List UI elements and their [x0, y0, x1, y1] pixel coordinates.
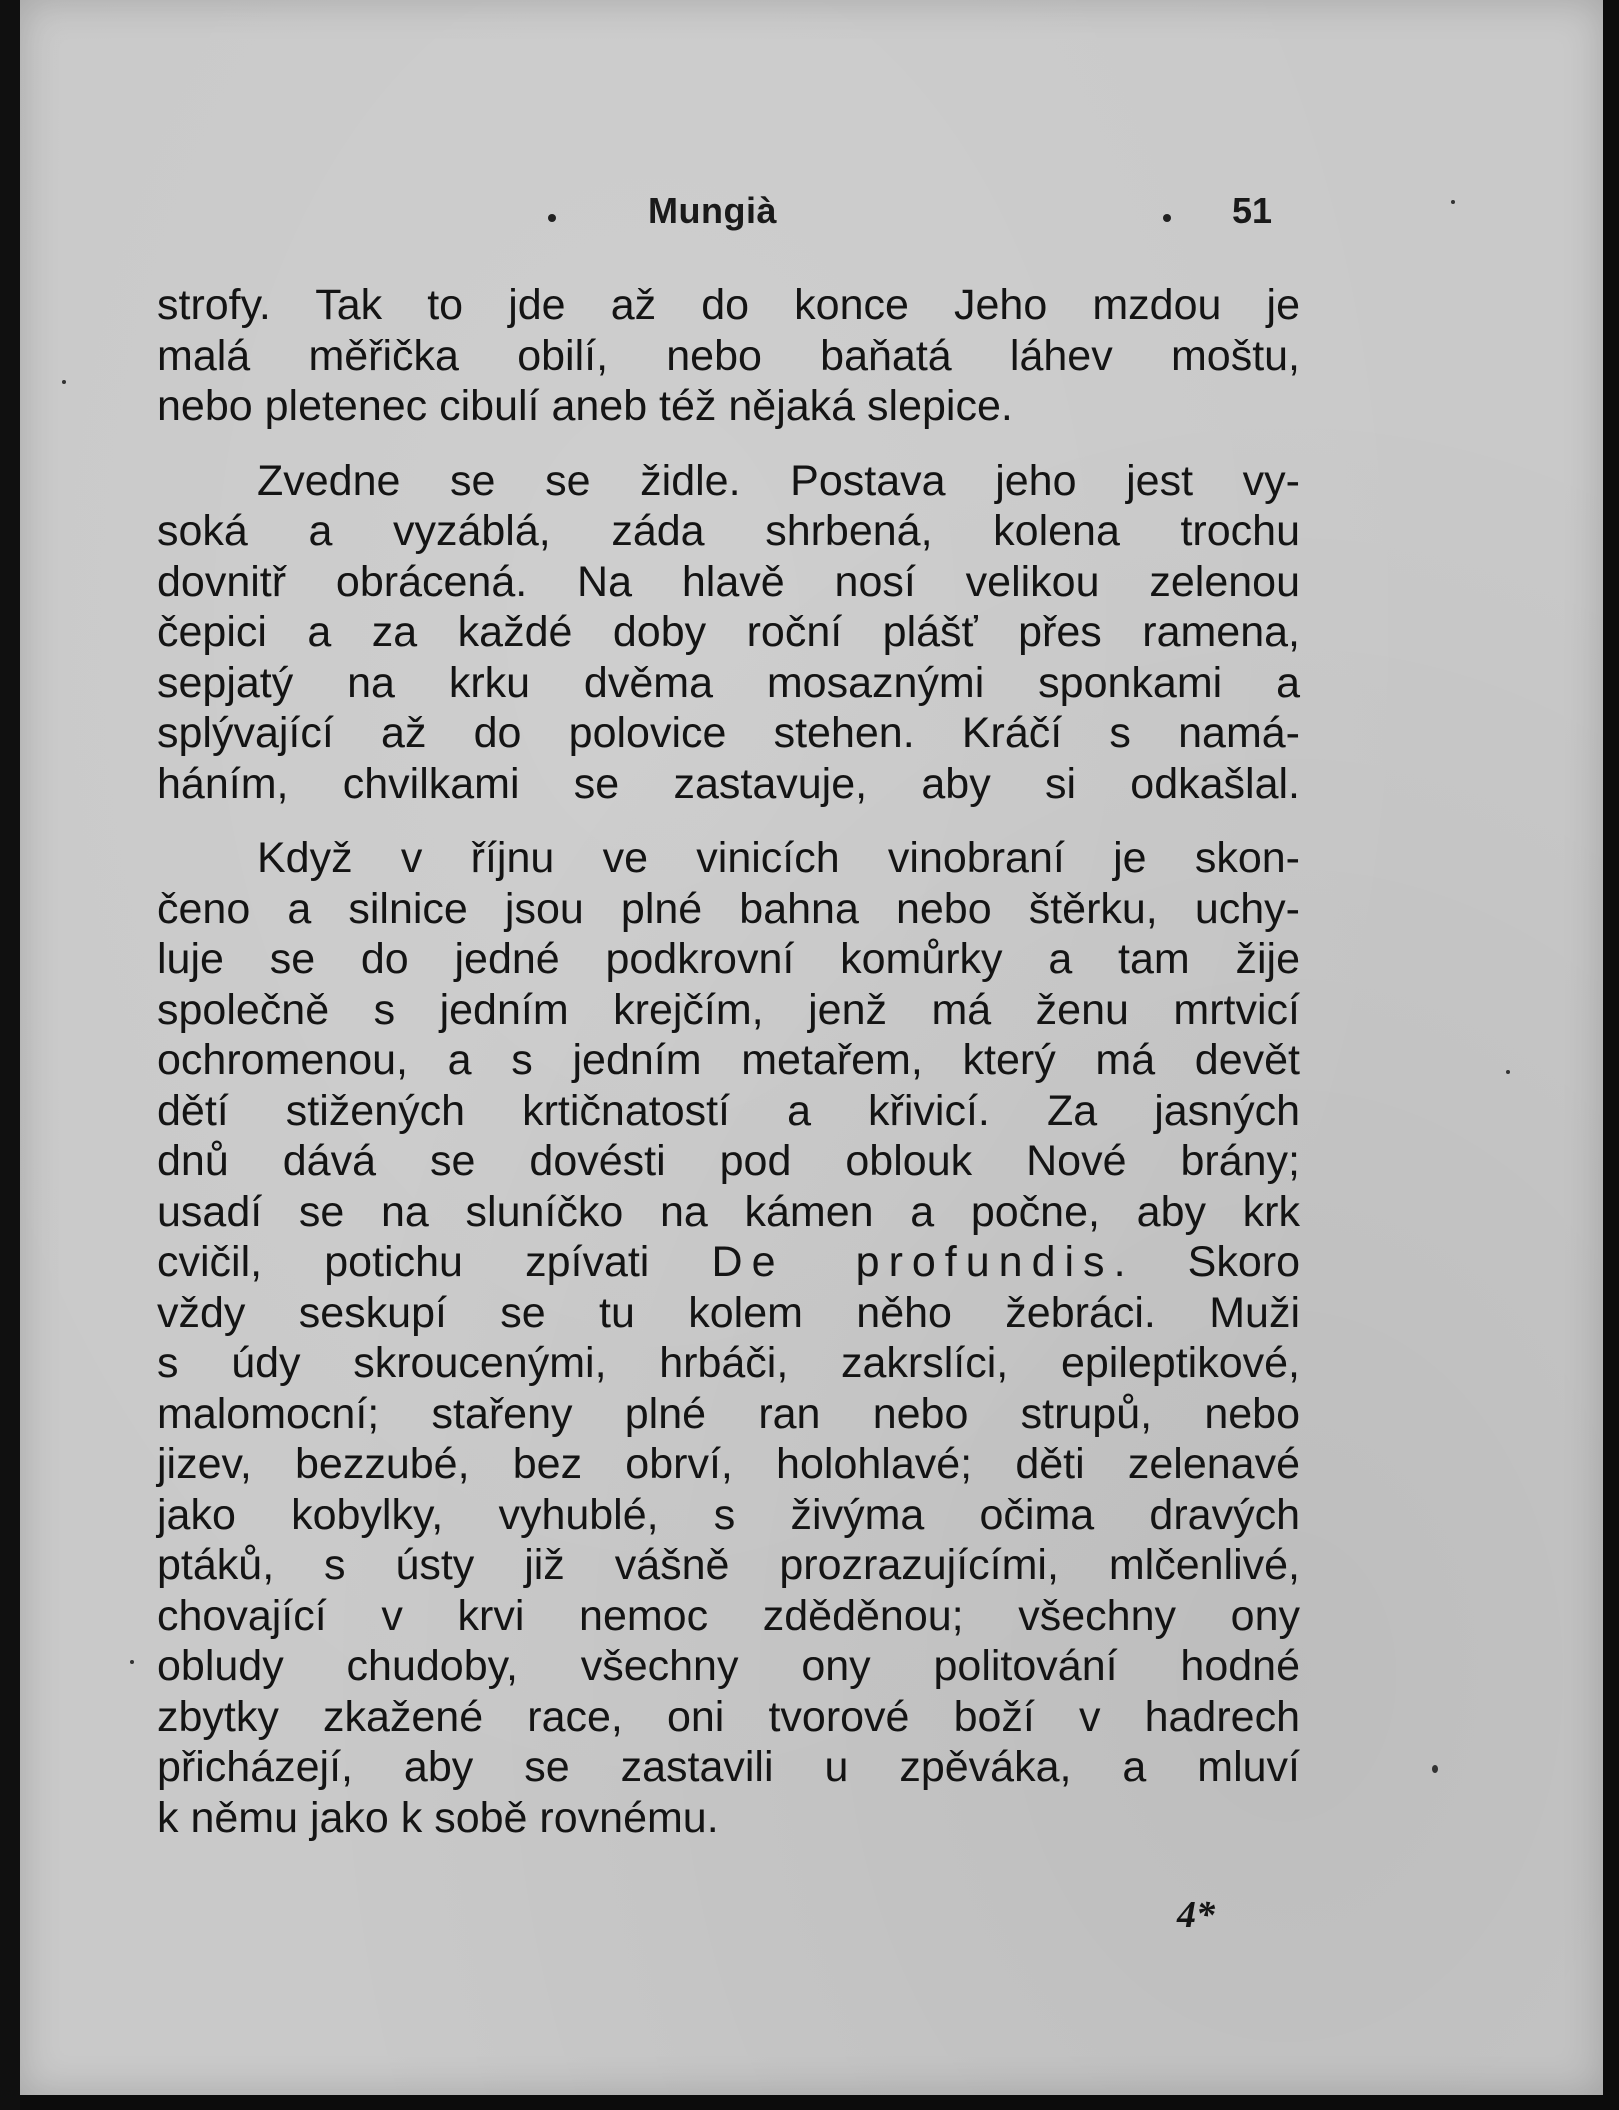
emphasized-latin-title: De profundis	[711, 1238, 1114, 1286]
paper-speck	[1506, 1070, 1510, 1074]
header-dot-right	[1163, 214, 1171, 222]
signature-mark: 4*	[1177, 1894, 1215, 1936]
text-line: soká a vyzáblá, záda shrbená, kolena trochu	[157, 507, 1300, 555]
text-line: vždy seskupí se tu kolem něho žebráci. Muži	[157, 1288, 1300, 1337]
text-line: zbytky zkažené race, oni tvorové boží v hadrech	[157, 1692, 1300, 1741]
text-line: obludy chudoby, všechny ony politování hodné	[157, 1642, 1300, 1690]
text-line: nebo pletenec cibulí aneb též nějaká slepice.	[157, 382, 1013, 430]
book-page	[20, 0, 1603, 2095]
paragraph-3	[157, 833, 1300, 1843]
text-line: luje se do jedné podkrovní komůrky a tam žije	[157, 935, 1300, 983]
text-line: s údy skroucenými, hrbáči, zakrslíci, epileptikové,	[157, 1339, 1300, 1387]
page-number: 51	[1232, 190, 1273, 231]
paper-speck	[130, 1660, 134, 1664]
text-line: malá měřička obilí, nebo baňatá láhev moštu,	[157, 331, 1300, 380]
text-line-with-emphasis	[157, 1237, 1300, 1288]
text-line: usadí se na sluníčko na kámen a počne, aby krk	[157, 1187, 1300, 1236]
paragraph-1	[157, 280, 1300, 432]
text-line: ochromenou, a s jedním metařem, který má devět	[157, 1036, 1300, 1084]
text-line: dnů dává se dovésti pod oblouk Nové brány;	[157, 1137, 1300, 1185]
running-header	[20, 190, 1603, 250]
binding-edge	[0, 0, 20, 2110]
text-line: k němu jako k sobě rovnému.	[157, 1793, 719, 1842]
text-line: společně s jedním krejčím, jenž má ženu mrtvicí	[157, 985, 1300, 1034]
text-line: dovnitř obrácená. Na hlavě nosí velikou zelenou	[157, 557, 1300, 606]
text-line: přicházejí, aby se zastavili u zpěváka, a mluví	[157, 1743, 1300, 1791]
text-line: jako kobylky, vyhublé, s živýma očima dravých	[157, 1490, 1300, 1539]
body-text	[157, 280, 1300, 1843]
text-fragment: . Skoro	[1113, 1238, 1300, 1286]
text-line: Když v říjnu ve vinicích vinobraní je skon-	[257, 834, 1300, 882]
text-line: jizev, bezzubé, bez obrví, holohlavé; děti zelenavé	[157, 1440, 1300, 1488]
text-line: čepici a za každé doby roční plášť přes ramena,	[157, 608, 1300, 656]
text-line: strofy. Tak to jde až do konce Jeho mzdou je	[157, 281, 1300, 329]
paper-speck	[1432, 1765, 1438, 1773]
paragraph-2	[157, 456, 1300, 810]
text-line: čeno a silnice jsou plné bahna nebo štěrku, uchy-	[157, 884, 1300, 933]
text-line: ptáků, s ústy již vášně prozrazujícími, mlčenlivé,	[157, 1541, 1300, 1589]
running-title: Mungià	[648, 190, 777, 231]
text-line: dětí stižených krtičnatostí a křivicí. Za jasných	[157, 1086, 1300, 1135]
text-line: splývající až do polovice stehen. Kráčí s namá-	[157, 709, 1300, 757]
text-line: Zvedne se se židle. Postava jeho jest vy-	[257, 456, 1300, 505]
text-fragment: cvičil, potichu zpívati	[157, 1238, 712, 1286]
text-line: sepjatý na krku dvěma mosaznými sponkami a	[157, 658, 1300, 707]
paper-speck	[1451, 200, 1455, 204]
text-line: malomocní; stařeny plné ran nebo strupů, nebo	[157, 1389, 1300, 1438]
header-dot-left	[548, 214, 556, 222]
paper-speck	[62, 380, 66, 384]
text-line: háním, chvilkami se zastavuje, aby si odkašlal.	[157, 759, 1300, 808]
text-line: chovající v krvi nemoc zděděnou; všechny ony	[157, 1591, 1300, 1640]
